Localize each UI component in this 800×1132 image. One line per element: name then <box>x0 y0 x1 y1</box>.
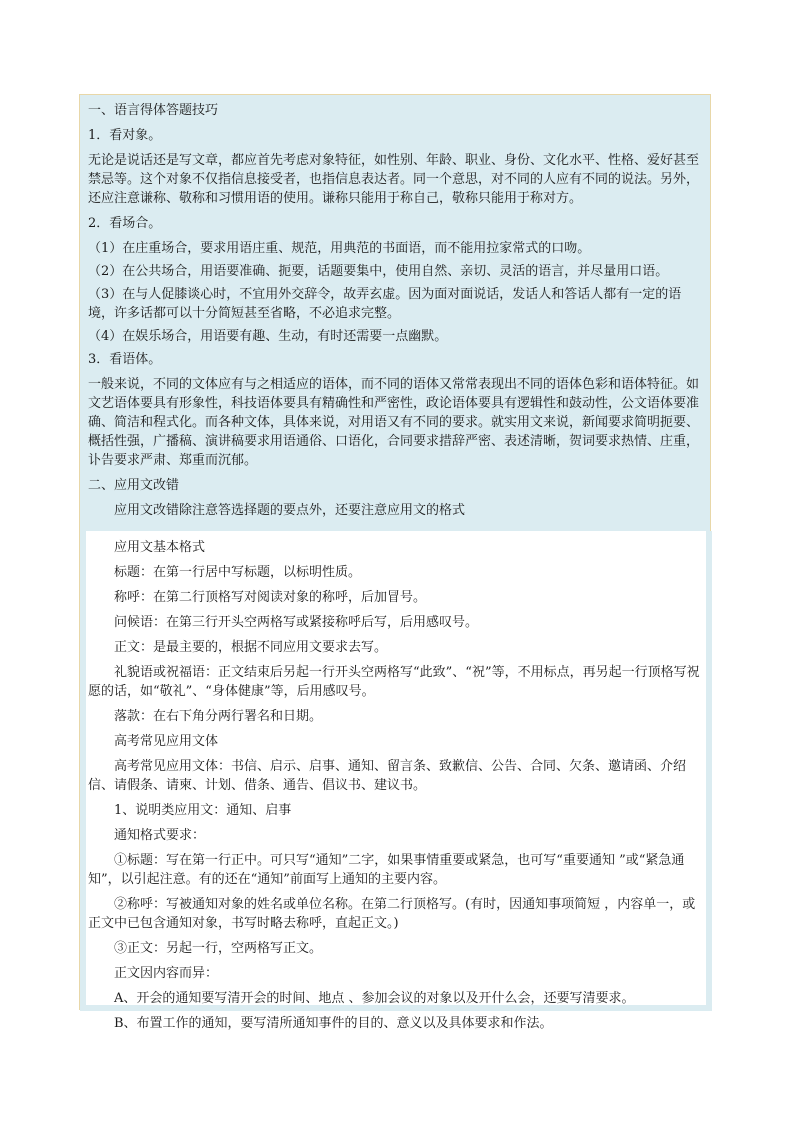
item1-body: 无论是说话还是写文章，都应首先考虑对象特征，如性别、年龄、职业、身份、文化水平、性格、爱好甚至禁忌等。这个对象不仅指信息接受者，也指信息表达者。同一个意思，对不同的人应有不同的说法。另外，还应注意谦称、敬称和习惯用语的使用。谦称只能用于称自己，敬称只能用于称对方。 <box>88 153 700 206</box>
body-point: A、开会的通知要写清开会的时间、地点 、参加会议的对象以及开什么会，还要写清要求。 <box>114 991 635 1006</box>
format-item: 称呼：在第二行顶格写对阅读对象的称呼，后加冒号。 <box>114 590 427 605</box>
body-point: B、布置工作的通知，要写清所通知事件的目的、意义以及具体要求和作法。 <box>114 1016 553 1031</box>
common-title: 高考常见应用文体 <box>114 734 219 749</box>
body-differs: 正文因内容而异： <box>114 966 219 981</box>
item3-body: 一般来说，不同的文体应有与之相适应的语体，而不同的语体又常常表现出不同的语体色彩和语体特征。如文艺语体要具有形象性，科技语体要具有精确性和严密性，政论语体要具有逻辑性和鼓动性，公文语体要准确、简洁和程式化。而各种文体，具体来说，对用语又有不同的要求。就实用文来说，新闻要求简明扼要、概括性强，广播稿、演讲稿要求用语通俗、口语化，合同要求措辞严密、表述清晰，贺词要求热情、庄重，讣告要求严肃、郑重而沉郁。 <box>88 377 700 468</box>
section2-heading: 二、应用文改错 <box>88 478 180 493</box>
section-language-appropriateness <box>88 101 702 526</box>
item3-title: 3．看语体。 <box>88 352 162 367</box>
format-item: 标题：在第一行居中写标题，以标明性质。 <box>114 565 362 580</box>
item2-point: （2）在公共场合，用语要准确、扼要，话题要集中，使用自然、亲切、灵活的语言，并尽量用口语。 <box>88 264 669 279</box>
explain-title: 1、说明类应用文：通知、启事 <box>114 803 292 818</box>
section1-heading: 一、语言得体答题技巧 <box>88 103 219 118</box>
section2-intro: 应用文改错除注意答选择题的要点外，还要注意应用文的格式 <box>114 503 466 518</box>
notice-item: ③正文：另起一行，空两格写正文。 <box>114 941 323 956</box>
format-item: 落款：在右下角分两行署名和日期。 <box>114 709 323 724</box>
item2-point: （1）在庄重场合，要求用语庄重、规范，用典范的书面语，而不能用拉家常式的口吻。 <box>88 241 591 256</box>
item2-point: （4）在娱乐场合，用语要有趣、生动，有时还需要一点幽默。 <box>88 329 448 344</box>
notice-item: ②称呼：写被通知对象的姓名或单位名称。在第二行顶格写。(有时，因通知事项简短 ，内容单一，或正文中已包含通知对象，书写时略去称呼，直起正文。) <box>88 897 696 931</box>
format-item: 礼貌语或祝福语：正文结束后另起一行开头空两格写“此致”、“祝”等，不用标点，再另起一行顶格写祝愿的话，如“敬礼”、“身体健康”等，后用感叹号。 <box>88 665 700 699</box>
format-item: 问候语：在第三行开头空两格写或紧接称呼后写，后用感叹号。 <box>114 615 479 630</box>
item1-title: 1．看对象。 <box>88 128 162 143</box>
item2-title: 2．看场合。 <box>88 216 162 231</box>
item2-point: （3）在与人促膝谈心时，不宜用外交辞令，故弄玄虚。因为面对面说话，发话人和答话人都有一定的语境，许多话都可以十分简短甚至省略，不必追求完整。 <box>88 287 682 321</box>
section-applied-writing <box>88 538 702 1039</box>
notice-item: ①标题：写在第一行正中。可只写“通知”二字，如果事情重要或紧急，也可写“重要通知 ”或“紧急通知”，以引起注意。有的还在“通知”前面写上通知的主要内容。 <box>88 853 685 887</box>
format-item: 正文：是最主要的，根据不同应用文要求去写。 <box>114 640 388 655</box>
common-body: 高考常见应用文体：书信、启示、启事、通知、留言条、致歉信、公告、合同、欠条、邀请函、介绍信、请假条、请柬、计划、借条、通告、倡议书、建议书。 <box>88 759 687 793</box>
document-frame <box>79 94 711 1031</box>
notice-format-title: 通知格式要求： <box>114 828 206 843</box>
format-title: 应用文基本格式 <box>114 540 206 555</box>
